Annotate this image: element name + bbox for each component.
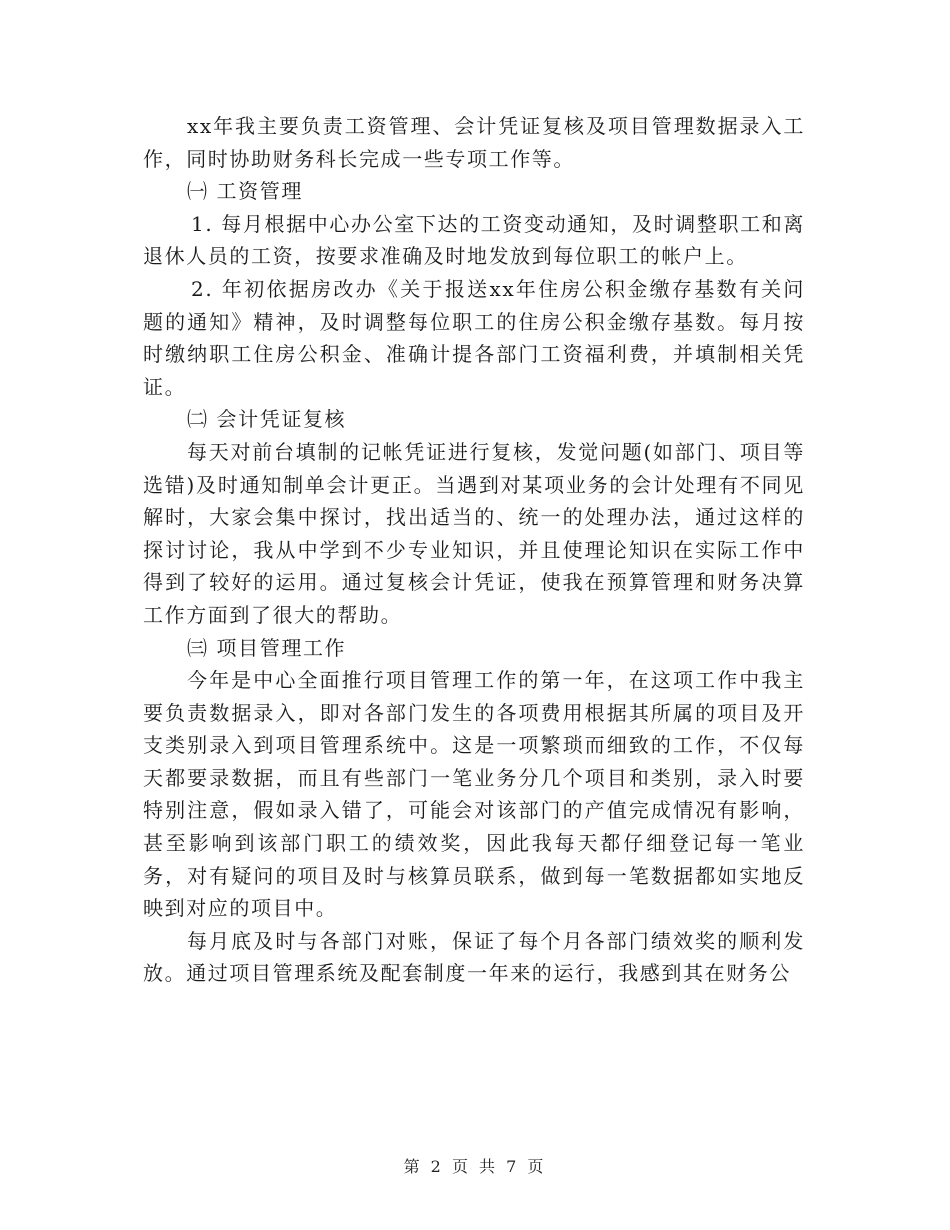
paragraph-salary-item-2: 2. 年初依据房改办《关于报送xx年住房公积金缴存基数有关问题的通知》精神，及时调整每位职工的住房公积金缴存基数。每月按时缴纳职工住房公积金、准确计提各部门工资福利费，并填制相关凭证。 [143,276,805,399]
paragraph-intro: xx年我主要负责工资管理、会计凭证复核及项目管理数据录入工作，同时协助财务科长完成一些专项工作等。 [143,114,805,171]
page-number-footer: 第 2 页 共 7 页 [403,1157,547,1176]
section-heading-voucher-review: ㈡ 会计凭证复核 [187,407,347,432]
section-heading-salary: ㈠ 工资管理 [187,179,303,204]
section-heading-project-management: ㈢ 项目管理工作 [187,635,347,660]
document-body [143,110,805,990]
paragraph-voucher-review: 每天对前台填制的记帐凭证进行复核，发觉问题(如部门、项目等选错)及时通知制单会计更正。当遇到对某项业务的会计处理有不同见解时，大家会集中探讨，找出适当的、统一的处理办法，通过这样的探讨讨论，我从中学到不少专业知识，并且使理论知识在实际工作中得到了较好的运用。通过复核会计凭证，使我在预算管理和财务决算工作方面到了很大的帮助。 [143,439,805,627]
paragraph-project-management: 今年是中心全面推行项目管理工作的第一年，在这项工作中我主要负责数据录入，即对各部门发生的各项费用根据其所属的项目及开支类别录入到项目管理系统中。这是一项繁琐而细致的工作，不仅每天都要录数据，而且有些部门一笔业务分几个项目和类别，录入时要特别注意，假如录入错了，可能会对该部门的产值完成情况有影响，甚至影响到该部门职工的绩效奖，因此我每天都仔细登记每一笔业务，对有疑问的项目及时与核算员联系，做到每一笔数据都如实地反映到对应的项目中。 [143,668,805,921]
paragraph-monthly-reconciliation: 每月底及时与各部门对账，保证了每个月各部门绩效奖的顺利发放。通过项目管理系统及配套制度一年来的运行，我感到其在财务公 [143,928,805,986]
paragraph-salary-item-1: 1. 每月根据中心办公室下达的工资变动通知，及时调整职工和离退休人员的工资，按要求准确及时地发放到每位职工的帐户上。 [143,211,805,269]
